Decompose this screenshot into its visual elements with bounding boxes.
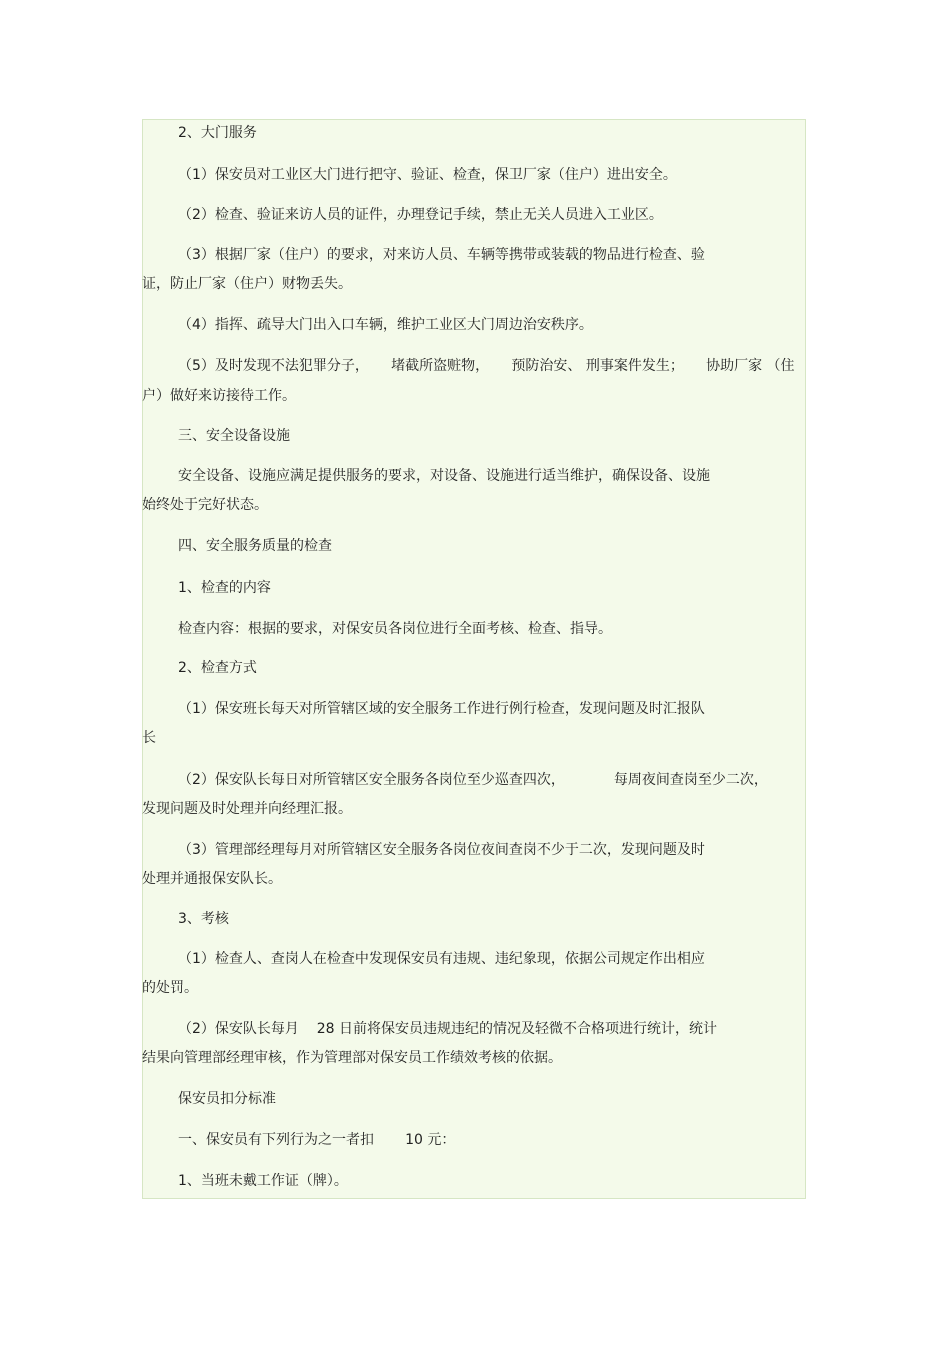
- text-line: 2、大门服务: [178, 125, 257, 141]
- text-line: （1）保安员对工业区大门进行把守、验证、检查，保卫厂家（住户）进出安全。: [178, 167, 677, 183]
- text-line: 一、保安员有下列行为之一者扣 10 元：: [178, 1132, 456, 1148]
- text-line: （4）指挥、疏导大门出入口车辆，维护工业区大门周边治安秩序。: [178, 317, 593, 333]
- text-line: 安全设备、设施应满足提供服务的要求，对设备、设施进行适当维护，确保设备、设施: [178, 468, 710, 484]
- text-line: 证，防止厂家（住户）财物丢失。: [142, 276, 352, 292]
- text-line: 始终处于完好状态。: [142, 497, 268, 513]
- text-line: 1、当班未戴工作证（牌）。: [178, 1173, 348, 1189]
- text-line: （2）检查、验证来访人员的证件，办理登记手续，禁止无关人员进入工业区。: [178, 207, 663, 223]
- text-line: （2）保安队长每日对所管辖区安全服务各岗位至少巡查四次， 每周夜间查岗至少二次，: [178, 772, 768, 788]
- text-line: 2、检查方式: [178, 660, 257, 676]
- text-line: （3）根据厂家（住户）的要求，对来访人员、车辆等携带或装载的物品进行检查、验: [178, 247, 705, 263]
- text-line: （1）保安班长每天对所管辖区域的安全服务工作进行例行检查，发现问题及时汇报队: [178, 701, 705, 717]
- text-line: 户）做好来访接待工作。: [142, 388, 296, 404]
- text-line: 发现问题及时处理并向经理汇报。: [142, 801, 352, 817]
- text-line: （5）及时发现不法犯罪分子， 堵截所盗赃物， 预防治安、 刑事案件发生； 协助厂家 （住: [178, 358, 795, 374]
- text-line: （1）检查人、查岗人在检查中发现保安员有违规、违纪象现，依据公司规定作出相应: [178, 951, 705, 967]
- text-line: 四、安全服务质量的检查: [178, 538, 332, 554]
- text-line: 检查内容：根据的要求，对保安员各岗位进行全面考核、检查、指导。: [178, 621, 612, 637]
- text-line: 长: [142, 730, 156, 746]
- text-line: （2）保安队长每月 28 日前将保安员违规违纪的情况及轻微不合格项进行统计，统计: [178, 1021, 717, 1037]
- text-line: 1、检查的内容: [178, 580, 271, 596]
- text-line: 3、考核: [178, 911, 229, 927]
- text-line: 处理并通报保安队长。: [142, 871, 282, 887]
- text-line: （3）管理部经理每月对所管辖区安全服务各岗位夜间查岗不少于二次，发现问题及时: [178, 842, 705, 858]
- text-line: 的处罚。: [142, 980, 198, 996]
- text-line: 三、安全设备设施: [178, 428, 290, 444]
- text-line: 结果向管理部经理审核，作为管理部对保安员工作绩效考核的依据。: [142, 1050, 562, 1066]
- text-line: 保安员扣分标准: [178, 1091, 276, 1107]
